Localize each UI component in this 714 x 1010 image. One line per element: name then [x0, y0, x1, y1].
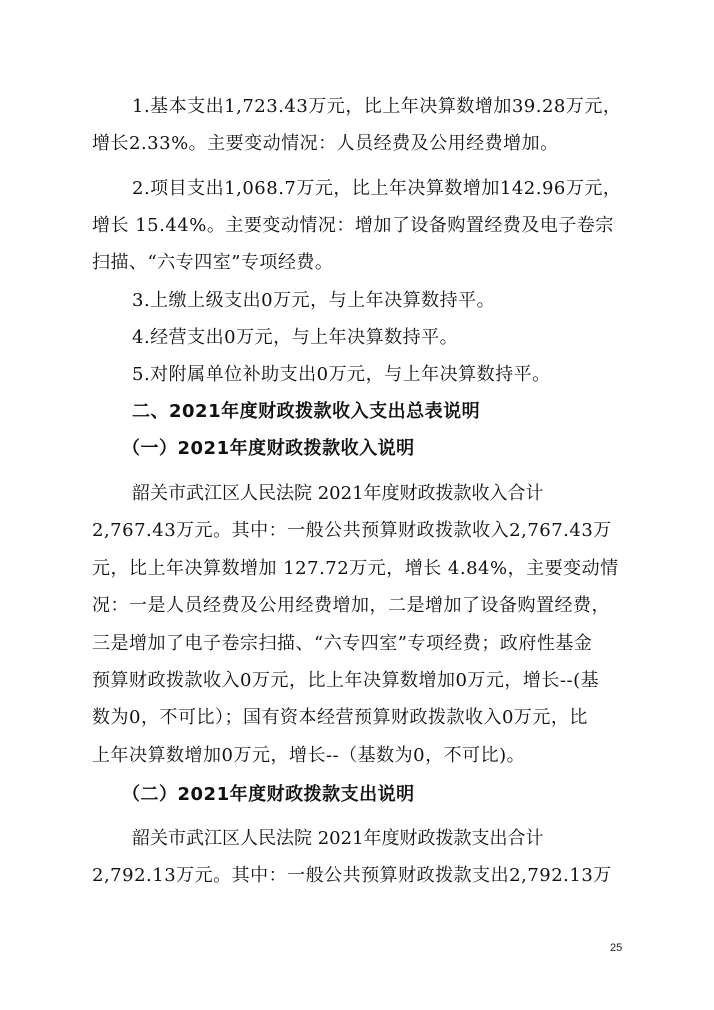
expenditure-paragraph-line-2: 2,792.13万元。其中：一般公共预算财政拨款支出2,792.13万	[92, 865, 612, 886]
project-expenditure-line-2: 增长 15.44%。主要变动情况：增加了设备购置经费及电子卷宗	[92, 215, 614, 236]
project-expenditure-line-3: 扫描、“六专四室”专项经费。	[92, 252, 334, 273]
income-paragraph-line-7: 数为0，不可比）；国有资本经营预算财政拨款收入0万元，比	[92, 707, 588, 728]
project-expenditure-line-1: 2.项目支出1,068.7万元，比上年决算数增加142.96万元，	[132, 178, 622, 199]
page-number: 25	[610, 942, 623, 954]
income-paragraph-line-3: 元，比上年决算数增加 127.72万元，增长 4.84%，主要变动情	[92, 558, 619, 579]
basic-expenditure-line-1: 1.基本支出1,723.43万元，比上年决算数增加39.28万元，	[132, 96, 622, 117]
subsection-heading-expenditure: （二）2021年度财政拨款支出说明	[122, 784, 415, 805]
subsidiary-subsidy-line: 5.对附属单位补助支出0万元，与上年决算数持平。	[132, 364, 551, 385]
basic-expenditure-line-2: 增长2.33%。主要变动情况：人员经费及公用经费增加。	[92, 133, 559, 154]
income-paragraph-line-4: 况：一是人员经费及公用经费增加，二是增加了设备购置经费，	[92, 595, 610, 616]
income-paragraph-line-1: 韶关市武江区人民法院 2021年度财政拨款收入合计	[132, 483, 544, 504]
income-paragraph-line-8: 上年决算数增加0万元，增长--（基数为0，不可比)。	[92, 745, 526, 766]
income-paragraph-line-6: 预算财政拨款收入0万元，比上年决算数增加0万元，增长--(基	[92, 670, 600, 691]
income-paragraph-line-2: 2,767.43万元。其中：一般公共预算财政拨款收入2,767.43万	[92, 520, 612, 541]
expenditure-paragraph-line-1: 韶关市武江区人民法院 2021年度财政拨款支出合计	[132, 828, 544, 849]
subsection-heading-income: （一）2021年度财政拨款收入说明	[122, 438, 415, 459]
operating-expenditure-line: 4.经营支出0万元，与上年决算数持平。	[132, 327, 459, 348]
upper-level-payment-line: 3.上缴上级支出0万元，与上年决算数持平。	[132, 290, 496, 311]
section-heading-2: 二、2021年度财政拨款收入支出总表说明	[132, 401, 481, 422]
income-paragraph-line-5: 三是增加了电子卷宗扫描、“六专四室”专项经费；政府性基金	[92, 633, 593, 654]
